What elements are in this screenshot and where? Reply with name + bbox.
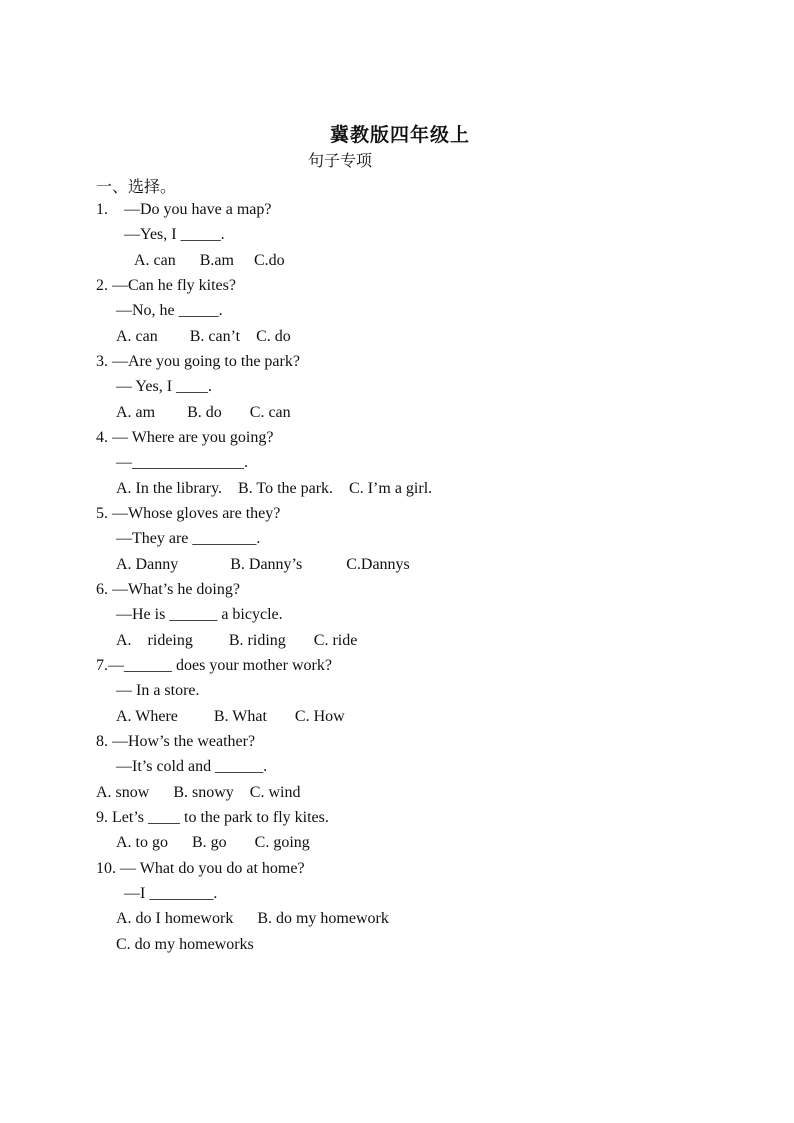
question-7-options: A. Where B. What C. How [116, 708, 345, 725]
section-heading: 一、选择。 [96, 177, 177, 196]
question-3-answer: — Yes, I ____. [116, 378, 213, 395]
question-4-text: 4. — Where are you going? [96, 429, 274, 446]
question-1-answer: —Yes, I _____. [124, 226, 225, 243]
question-5-text: 5. —Whose gloves are they? [96, 505, 281, 522]
question-8-options: A. snow B. snowy C. wind [96, 784, 301, 801]
question-4-options: A. In the library. B. To the park. C. I’m a girl. [116, 480, 433, 497]
question-8-text: 8. —How’s the weather? [96, 733, 256, 750]
question-8-answer: —It’s cold and ______. [116, 758, 268, 775]
question-9-options: A. to go B. go C. going [116, 834, 310, 851]
question-10-options: A. do I homework B. do my homework [116, 910, 389, 927]
question-2-options: A. can B. can’t C. do [116, 328, 291, 345]
document-subtitle: 句子专项 [307, 151, 372, 170]
question-1-options: A. can B.am C.do [134, 252, 285, 269]
question-10-options-continued: C. do my homeworks [116, 936, 254, 953]
question-1-text: 1. —Do you have a map? [96, 201, 272, 218]
question-4-answer: —______________. [116, 454, 248, 471]
question-3-text: 3. —Are you going to the park? [96, 353, 300, 370]
question-5-answer: —They are ________. [116, 530, 261, 547]
question-6-text: 6. —What’s he doing? [96, 581, 240, 598]
question-10-answer: —I ________. [124, 885, 218, 902]
question-6-answer: —He is ______ a bicycle. [116, 606, 283, 623]
question-9-text: 9. Let’s ____ to the park to fly kites. [96, 809, 329, 826]
question-2-answer: —No, he _____. [116, 302, 223, 319]
question-7-text: 7.—______ does your mother work? [96, 657, 332, 674]
question-3-options: A. am B. do C. can [116, 404, 291, 421]
question-6-options: A. rideing B. riding C. ride [116, 632, 358, 649]
question-7-answer: — In a store. [116, 682, 200, 699]
question-10-text: 10. — What do you do at home? [96, 860, 305, 877]
question-2-text: 2. —Can he fly kites? [96, 277, 236, 294]
document-title: 冀教版四年级上 [329, 124, 470, 146]
question-5-options: A. Danny B. Danny’s C.Dannys [116, 556, 410, 573]
